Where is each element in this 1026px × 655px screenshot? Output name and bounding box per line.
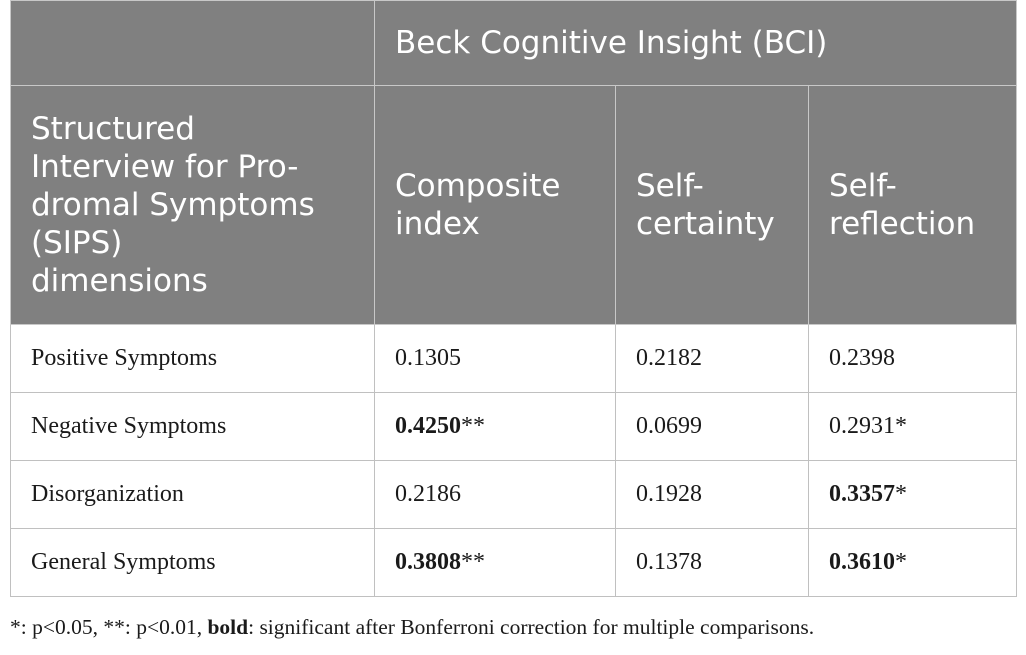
- value-cell: [375, 325, 616, 393]
- sips-header-line: (SIPS): [31, 225, 123, 261]
- table-row: [11, 325, 1017, 393]
- column-header-line: reflection: [829, 206, 976, 242]
- sips-header-line: Structured: [31, 111, 195, 147]
- column-header-self-reflection: [809, 86, 1017, 325]
- table-row: [11, 529, 1017, 597]
- cell-value: 0.0699: [636, 413, 702, 439]
- cell-value: 0.3610: [829, 549, 895, 575]
- value-cell: [375, 393, 616, 461]
- bci-group-header: Beck Cognitive Insight (BCI): [375, 1, 1017, 86]
- table-row: [11, 393, 1017, 461]
- value-cell: [809, 461, 1017, 529]
- value-cell: [616, 461, 809, 529]
- cell-value: 0.1928: [636, 481, 702, 507]
- column-header-line: Composite: [395, 168, 561, 204]
- column-header-composite-index: [375, 86, 616, 325]
- column-header-line: index: [395, 206, 480, 242]
- table-footnote: [10, 615, 1020, 640]
- value-cell: [809, 325, 1017, 393]
- correlation-table: [10, 0, 1017, 597]
- cell-value: 0.4250: [395, 413, 461, 439]
- cell-value: 0.1378: [636, 549, 702, 575]
- row-label: Negative Symptoms: [11, 393, 375, 461]
- column-header-line: certainty: [636, 206, 775, 242]
- header-row-columns: [11, 86, 1017, 325]
- cell-value: 0.2398: [829, 345, 895, 371]
- footnote-text: : significant after Bonferroni correction for multiple comparisons.: [248, 615, 815, 639]
- header-row-group: [11, 1, 1017, 86]
- value-cell: [375, 461, 616, 529]
- column-header-line: Self-: [829, 168, 897, 204]
- row-label: Positive Symptoms: [11, 325, 375, 393]
- row-label: General Symptoms: [11, 529, 375, 597]
- significance-mark: **: [461, 549, 485, 575]
- header-corner-cell: [11, 1, 375, 86]
- footnote-text: *: p<0.05, **: p<0.01,: [10, 615, 208, 639]
- significance-mark: *: [895, 413, 907, 439]
- value-cell: [616, 393, 809, 461]
- footnote-bold-word: bold: [207, 615, 249, 639]
- table-row: [11, 461, 1017, 529]
- results-table-container: [10, 0, 1016, 597]
- cell-value: 0.3808: [395, 549, 461, 575]
- sips-header-line: dimensions: [31, 263, 208, 299]
- significance-mark: *: [895, 481, 907, 507]
- cell-value: 0.1305: [395, 345, 461, 371]
- sips-dimensions-header: [11, 86, 375, 325]
- column-header-self-certainty: [616, 86, 809, 325]
- significance-mark: **: [461, 413, 485, 439]
- cell-value: 0.3357: [829, 481, 895, 507]
- row-label: Disorganization: [11, 461, 375, 529]
- value-cell: [375, 529, 616, 597]
- value-cell: [616, 529, 809, 597]
- cell-value: 0.2186: [395, 481, 461, 507]
- value-cell: [809, 393, 1017, 461]
- value-cell: [809, 529, 1017, 597]
- sips-header-line: dromal Symptoms: [31, 187, 315, 223]
- sips-header-line: Interview for Pro-: [31, 149, 299, 185]
- significance-mark: *: [895, 549, 907, 575]
- column-header-line: Self-: [636, 168, 704, 204]
- value-cell: [616, 325, 809, 393]
- cell-value: 0.2931: [829, 413, 895, 439]
- cell-value: 0.2182: [636, 345, 702, 371]
